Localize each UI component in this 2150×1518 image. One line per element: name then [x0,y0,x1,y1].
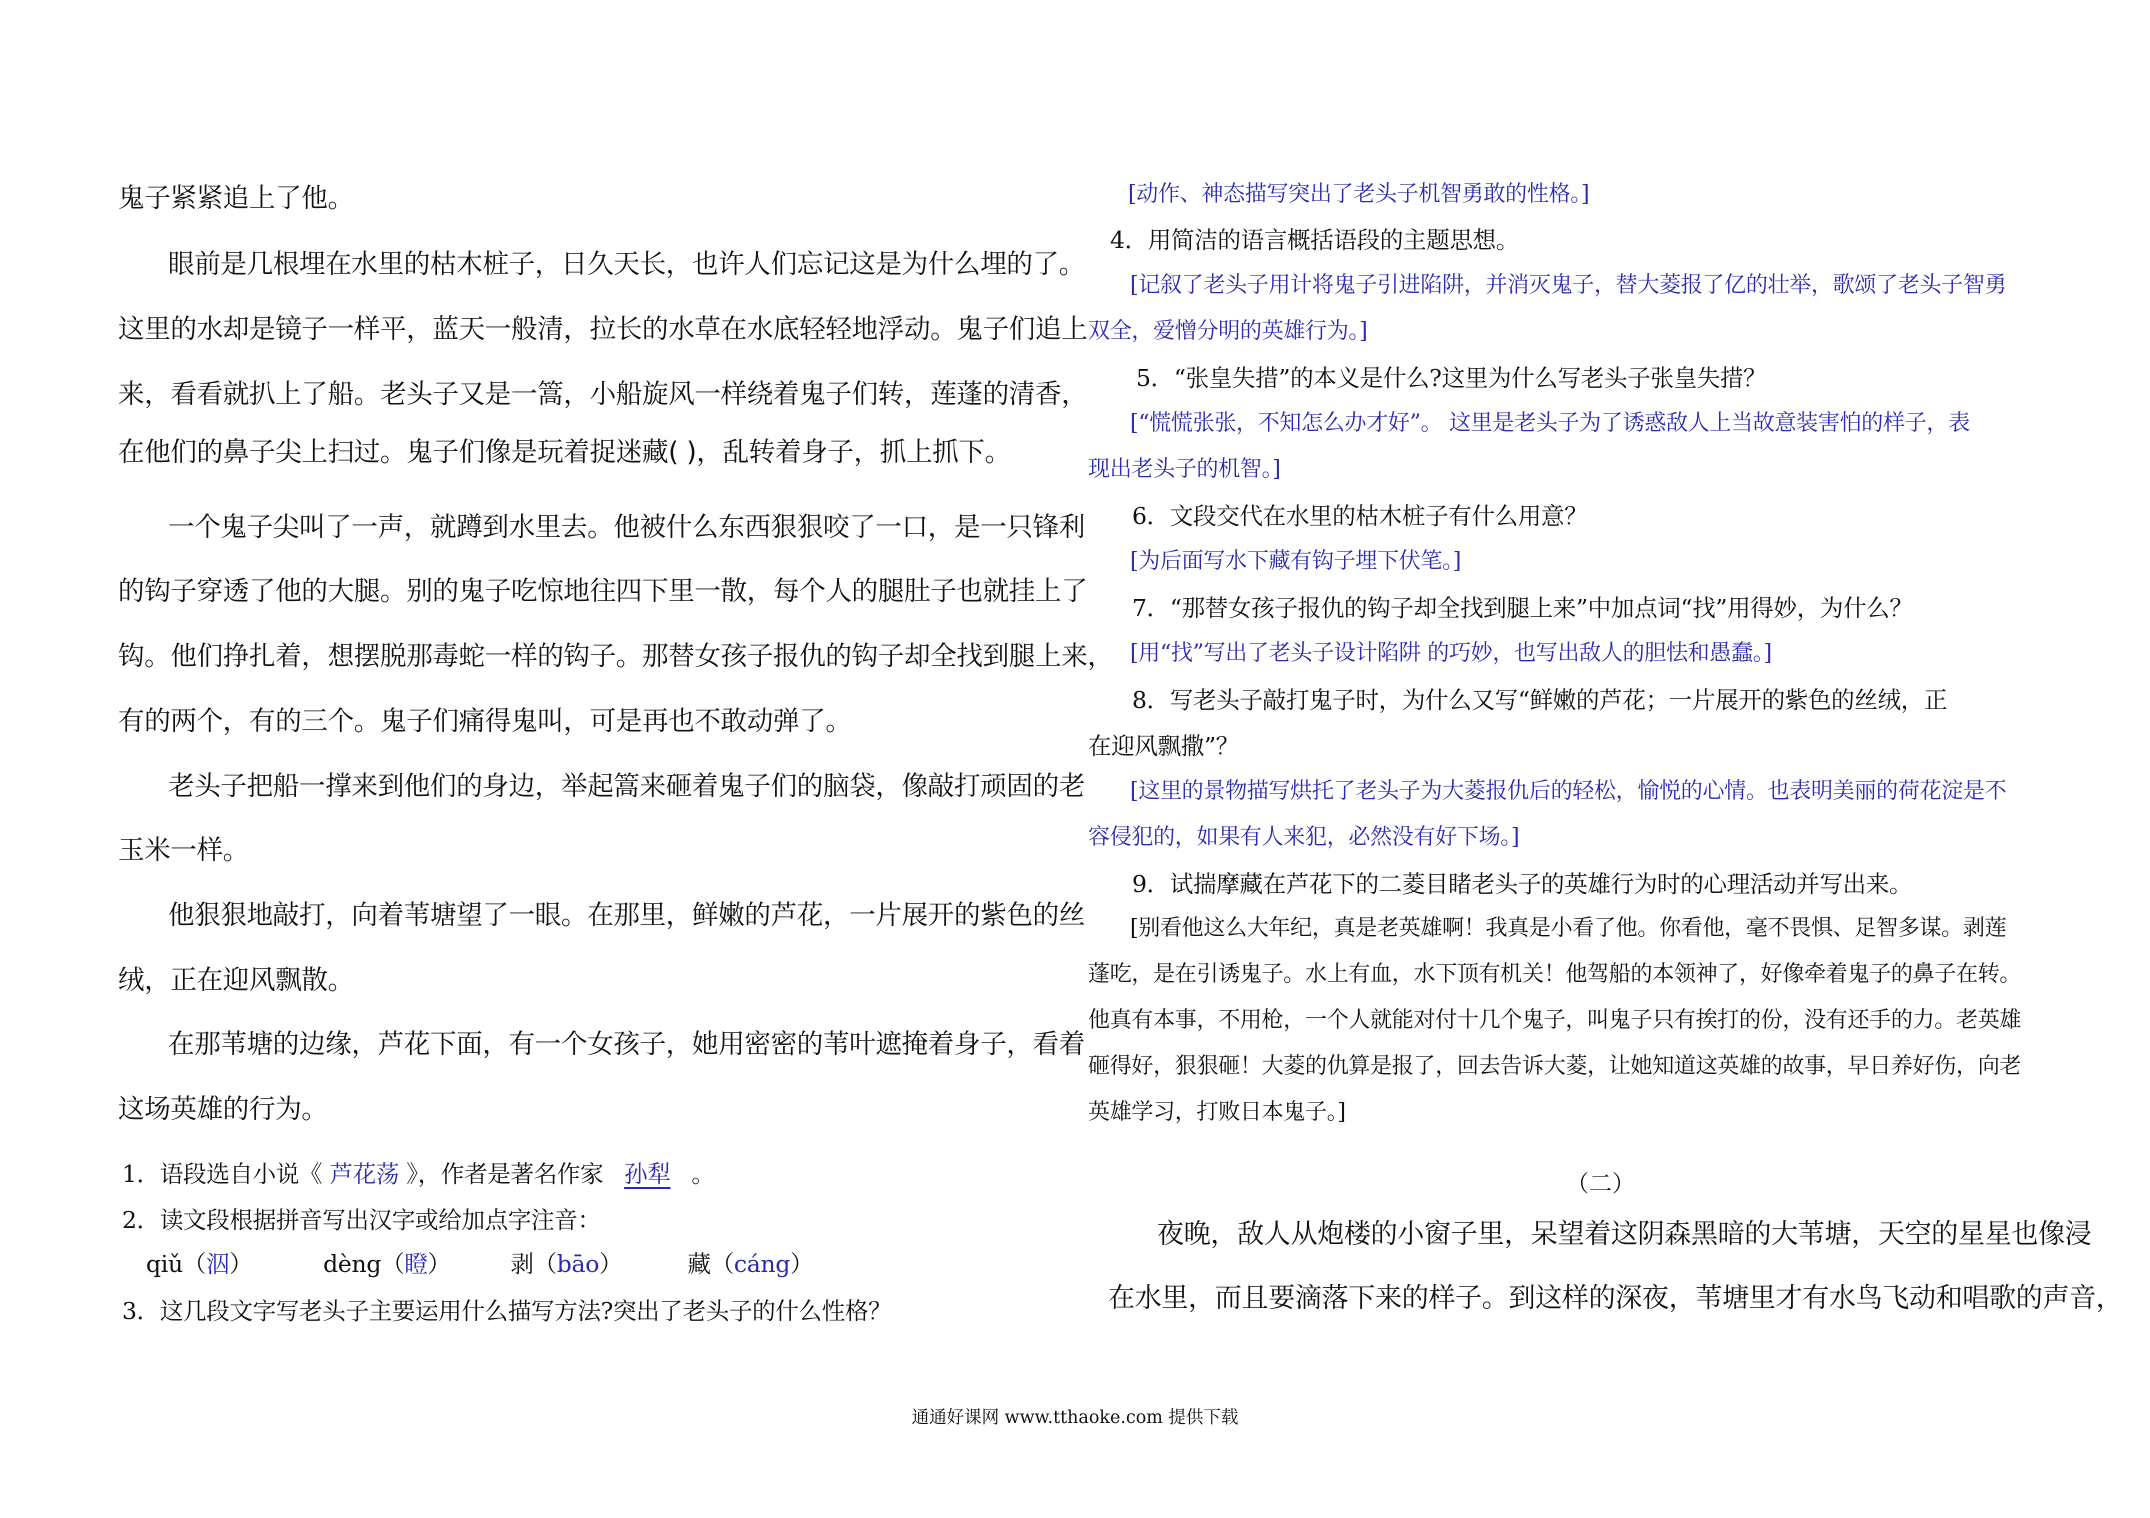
passage-line: 鬼子紧紧追上了他。 [118,183,354,214]
passage-line: 这场英雄的行为。 [118,1094,328,1125]
pinyin-item: 剥（bāo） [510,1250,623,1278]
question-2: 2．读文段根据拼音写出汉字或给加点字注音： [122,1206,601,1234]
question-3: 3．这几段文字写老头子主要运用什么描写方法?突出了老头子的什么性格？ [122,1297,892,1325]
question-7: 7．“那替女孩子报仇的钩子却全找到腿上来”中加点词“找”用得妙，为什么？ [1132,594,1913,622]
answer-author: 孙犁 [624,1160,671,1188]
answer-9: 砸得好，狠狠砸！大菱的仇算是报了，回去告诉大菱，让她知道这英雄的故事，早日养好伤，向老 [1088,1054,2022,1079]
question-1: 1．语段选自小说《 芦花荡 》，作者是著名作家 孙犁 。 [122,1155,715,1189]
passage-line: 钩。他们挣扎着，想摆脱那毒蛇一样的钩子。那替女孩子报仇的钩子却全找到腿上来， [118,641,1114,672]
passage-line: 在那苇塘的边缘，芦花下面，有一个女孩子，她用密密的苇叶遮掩着身子，看着 [168,1029,1085,1060]
answer-8: [这里的景物描写烘托了老头子为大菱报仇后的轻松，愉悦的心情。也表明美丽的荷花淀是不 [1130,779,2007,804]
answer-5: 现出老头子的机智。] [1088,457,1281,482]
passage-line: 来，看看就扒上了船。老头子又是一篙，小船旋风一样绕着鬼子们转，莲蓬的清香， [118,379,1088,410]
answer-4: 双全，爱憎分明的英雄行为。] [1088,319,1368,344]
question-5: 5．“张皇失措”的本义是什么?这里为什么写老头子张皇失措？ [1136,364,1767,392]
passage-line: 眼前是几根埋在水里的枯木桩子，日久天长，也许人们忘记这是为什么埋的了。 [168,249,1085,280]
answer-9: 蓬吃，是在引诱鬼子。水上有血，水下顶有机关！他驾船的本领神了，好像牵着鬼子的鼻子在转。 [1088,962,2022,987]
answer-9: [别看他这么大年纪，真是老英雄啊！我真是小看了他。你看他，毫不畏惧、足智多谋。剥莲 [1130,916,2007,941]
answer-9: 他真有本事，不用枪，一个人就能对付十几个鬼子，叫鬼子只有挨打的份，没有还手的力。老英雄 [1088,1008,2022,1033]
answer-6: [为后面写水下藏有钩子埋下伏笔。] [1130,549,1462,574]
question-8: 8．写老头子敲打鬼子时，为什么又写“鲜嫩的芦花；一片展开的紫色的丝绒，正 [1132,686,1948,714]
question-6: 6．文段交代在水里的枯木桩子有什么用意？ [1132,502,1588,530]
passage-line: 玉米一样。 [118,835,249,866]
passage-line: 夜晚，敌人从炮楼的小窗子里，呆望着这阴森黑暗的大苇塘，天空的星星也像浸 [1157,1219,2092,1250]
passage-line: 一个鬼子尖叫了一声，就蹲到水里去。他被什么东西狠狠咬了一口，是一只锋利 [168,512,1085,543]
pinyin-item: qiǔ（泅） [146,1250,253,1278]
question-2-items [146,1245,848,1279]
passage-line: 有的两个，有的三个。鬼子们痛得鬼叫，可是再也不敢动弹了。 [118,706,852,737]
answer-novel: 芦花荡 [329,1160,400,1188]
passage-line: 他狠狠地敲打，向着苇塘望了一眼。在那里，鲜嫩的芦花，一片展开的紫色的丝 [168,900,1085,931]
question-8: 在迎风飘撒”？ [1088,732,1239,760]
answer-4: [记叙了老头子用计将鬼子引进陷阱，并消灭鬼子，替大菱报了亿的壮举，歌颂了老头子智勇 [1130,273,2007,298]
passage-line: 在他们的鼻子尖上扫过。鬼子们像是玩着捉迷藏( )，乱转着身子，抓上抓下。 [118,437,1011,468]
passage-line: 绒，正在迎风飘散。 [118,965,354,996]
answer-7: [用“找”写出了老头子设计陷阱 的巧妙，也写出敌人的胆怯和愚蠢。] [1130,641,1772,666]
answer-3: [动作、神态描写突出了老头子机智勇敢的性格。] [1128,182,1590,207]
footer-credit: 通通好课网 www.tthaoke.com 提供下载 [911,1408,1239,1428]
passage-line: 在水里，而且要滴落下来的样子。到这样的深夜，苇塘里才有水鸟飞动和唱歌的声音， [1108,1283,2123,1314]
passage-line: 老头子把船一撑来到他们的身边，举起篙来砸着鬼子们的脑袋，像敲打顽固的老 [168,771,1085,802]
question-4: 4．用简洁的语言概括语段的主题思想。 [1110,226,1520,254]
passage-line: 的钩子穿透了他的大腿。别的鬼子吃惊地往四下里一散，每个人的腿肚子也就挂上了 [118,576,1088,607]
answer-5: [“慌慌张张，不知怎么办才好”。 这里是老头子为了诱惑敌人上当故意装害怕的样子，表 [1130,411,1970,436]
pinyin-item: dèng（瞪） [323,1250,451,1278]
section-heading: （二） [1566,1171,1635,1197]
passage-line: 这里的水却是镜子一样平，蓝天一般清，拉长的水草在水底轻轻地浮动。鬼子们追上 [118,314,1088,345]
answer-9: 英雄学习，打败日本鬼子。] [1088,1100,1346,1125]
answer-8: 容侵犯的，如果有人来犯，必然没有好下场。] [1088,825,1520,850]
pinyin-item: 藏（cáng） [687,1250,814,1278]
question-9: 9．试揣摩藏在芦花下的二菱目睹老头子的英雄行为时的心理活动并写出来。 [1132,870,1913,898]
